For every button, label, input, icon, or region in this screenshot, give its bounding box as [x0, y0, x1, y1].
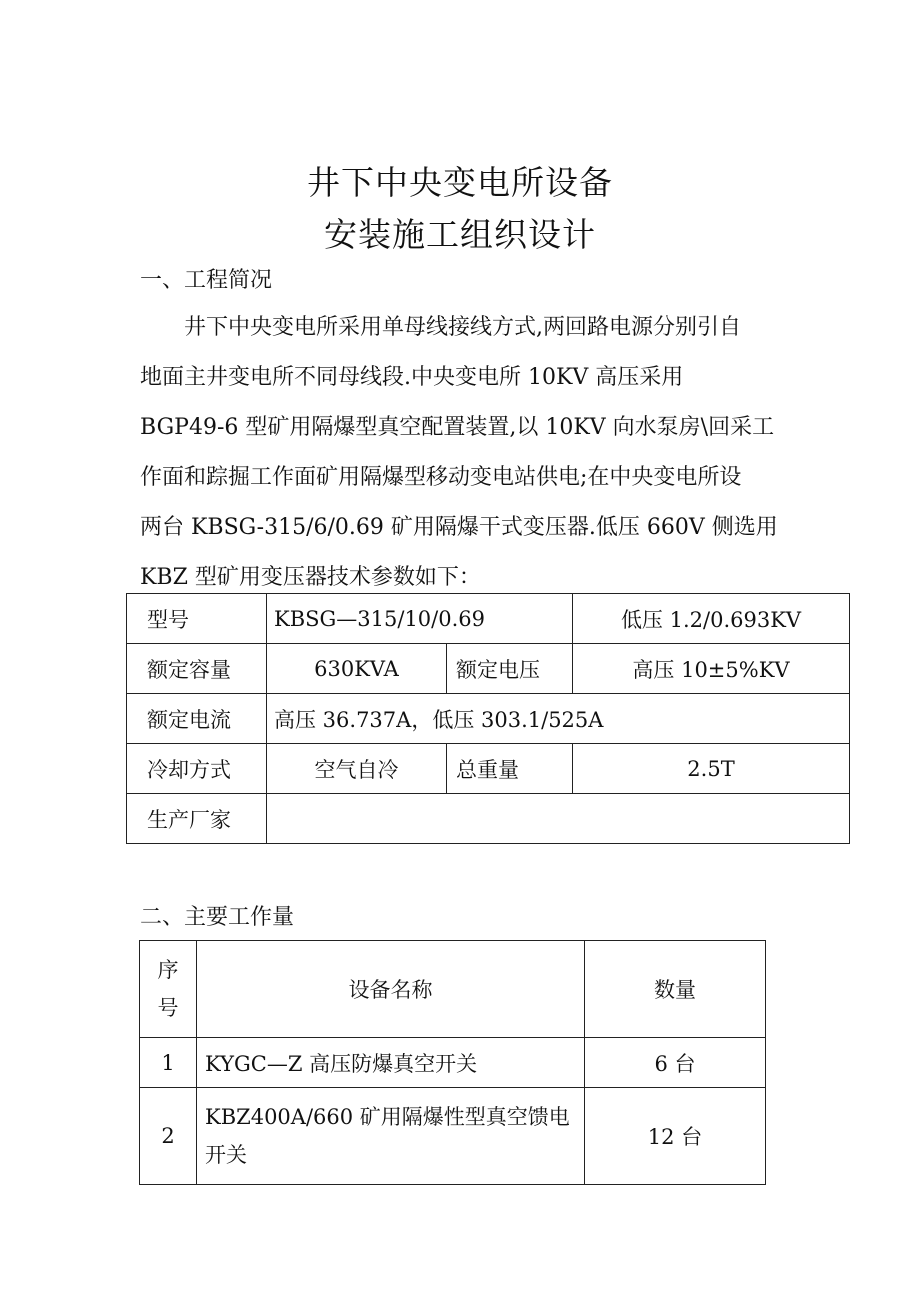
table-cell-cooling: 空气自冷: [267, 744, 447, 794]
table-cell-label: 型号: [127, 594, 267, 644]
table-cell-name: KYGC—Z 高压防爆真空开关: [197, 1038, 585, 1088]
table-cell-label: 冷却方式: [127, 744, 267, 794]
paragraph-line: 作面和踪掘工作面矿用隔爆型移动变电站供电;在中央变电所设: [140, 465, 742, 490]
table-cell-label: 额定电流: [127, 694, 267, 744]
table-row: [140, 1038, 766, 1088]
table-header-row: [140, 941, 766, 1038]
section-heading-workload: 二、主要工作量: [140, 905, 295, 930]
table-row: [127, 594, 850, 644]
table-row: [127, 694, 850, 744]
table-header-name: 设备名称: [197, 941, 585, 1038]
table-cell-weight: 2.5T: [573, 744, 850, 794]
table-row: [127, 644, 850, 694]
table-row: [127, 794, 850, 844]
workload-table: [139, 940, 766, 1185]
table-cell-manufacturer: [267, 794, 850, 844]
document-title-line-1: 井下中央变电所设备: [307, 163, 613, 202]
paragraph-line: 地面主井变电所不同母线段.中央变电所 10KV 高压采用: [140, 365, 684, 390]
table-cell-no: 2: [140, 1088, 197, 1185]
table-cell-model: KBSG—315/10/0.69: [267, 594, 573, 644]
table-cell-label: 总重量: [447, 744, 573, 794]
paragraph-line: 两台 KBSG-315/6/0.69 矿用隔爆干式变压器.低压 660V 侧选用: [140, 515, 778, 540]
table-cell-name-text: KBZ400A/660 矿用隔爆性型真空馈电开关: [205, 1105, 570, 1167]
table-cell-name: [197, 1088, 585, 1185]
table-cell-qty: 6 台: [585, 1038, 766, 1088]
section-heading-overview: 一、工程简况: [140, 268, 273, 293]
table-cell-qty: 12 台: [585, 1088, 766, 1185]
table-cell-capacity: 630KVA: [267, 644, 447, 694]
document-title-line-2: 安装施工组织设计: [324, 215, 596, 254]
table-cell-no: 1: [140, 1038, 197, 1088]
paragraph-line: 井下中央变电所采用单母线接线方式,两回路电源分别引自: [184, 315, 741, 340]
table-cell-label: 额定容量: [127, 644, 267, 694]
table-header-qty: 数量: [585, 941, 766, 1038]
table-cell-high-voltage: 高压 10±5%KV: [573, 644, 850, 694]
transformer-parameters-table: [126, 593, 850, 844]
paragraph-line: BGP49-6 型矿用隔爆型真空配置装置,以 10KV 向水泵房\回采工: [140, 415, 775, 440]
paragraph-line: KBZ 型矿用变压器技术参数如下：: [140, 565, 481, 590]
table-row: [127, 744, 850, 794]
table-cell-current: 高压 36.737A，低压 303.1/525A: [267, 694, 850, 744]
overview-paragraph: [140, 303, 780, 603]
table-header-no: 序号: [140, 941, 197, 1038]
table-cell-low-voltage: 低压 1.2/0.693KV: [573, 594, 850, 644]
table-cell-label: 生产厂家: [127, 794, 267, 844]
table-cell-label: 额定电压: [447, 644, 573, 694]
table-row: [140, 1088, 766, 1185]
